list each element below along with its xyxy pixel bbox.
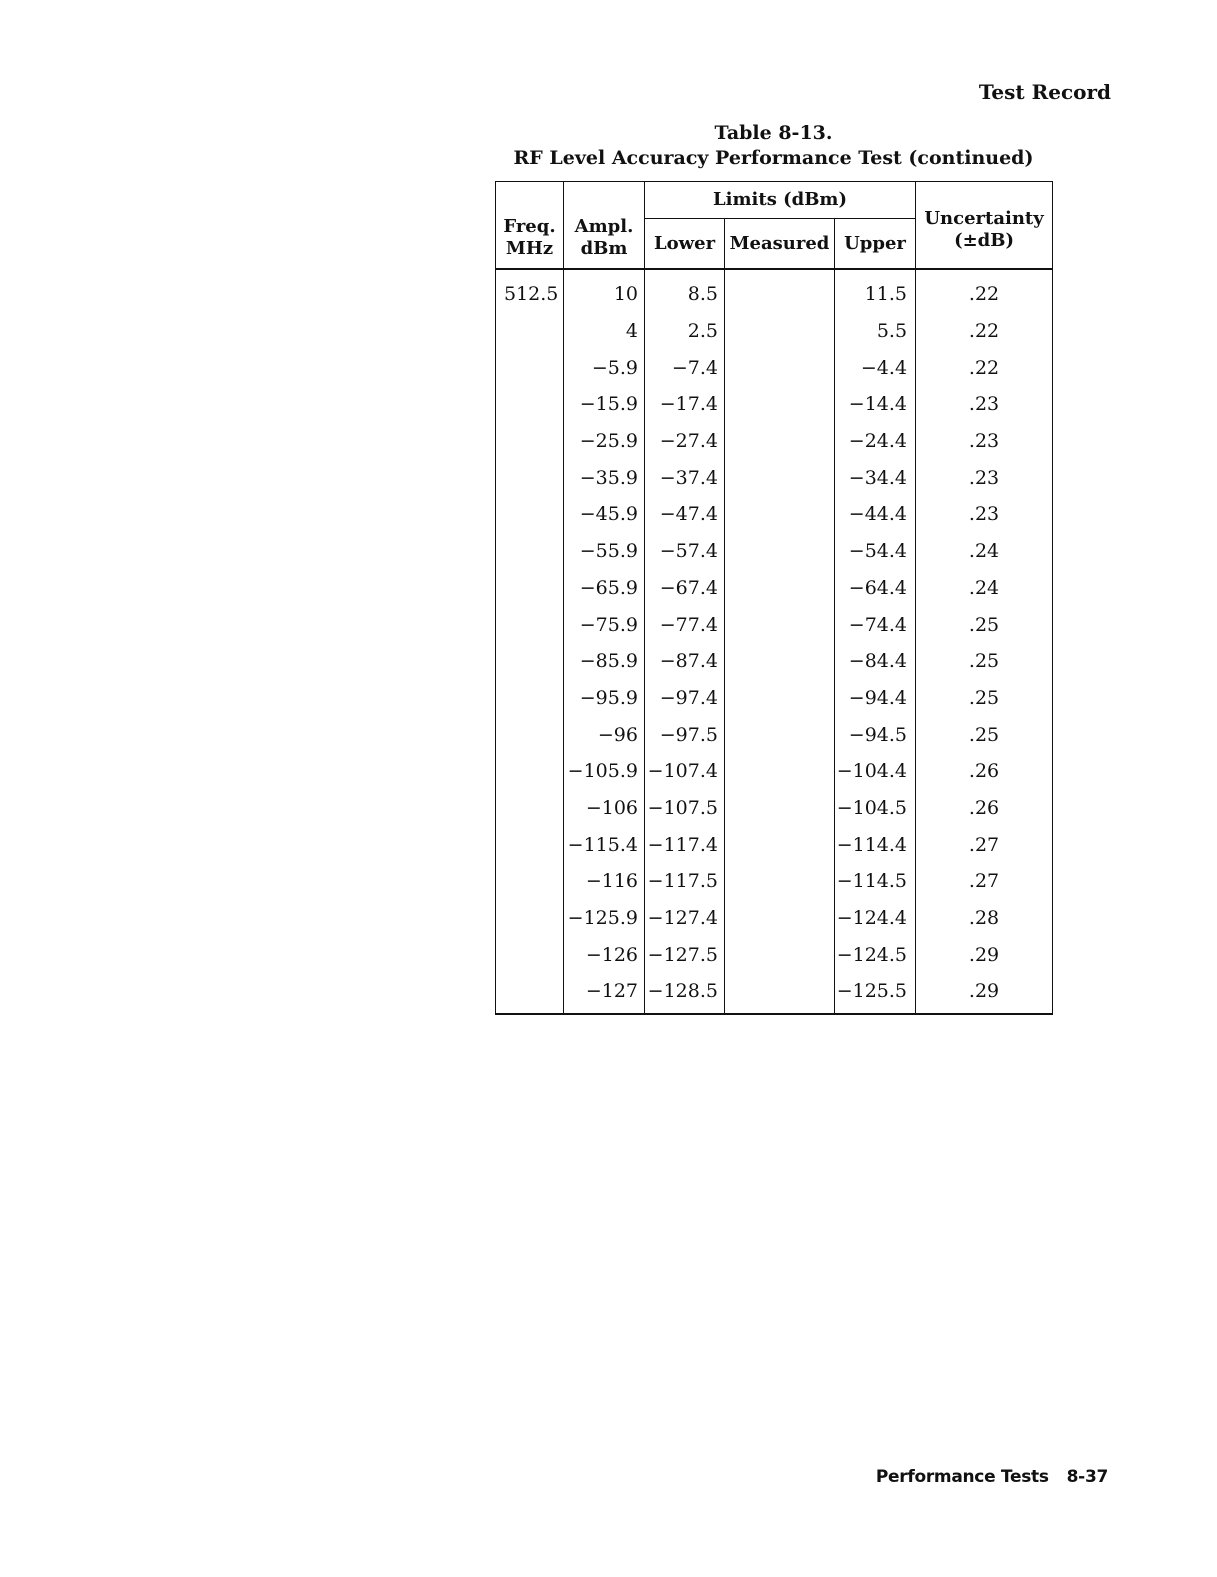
cell-freq [496, 423, 564, 460]
cell-ampl: −115.4 [564, 826, 645, 863]
cell-uncertainty: .24 [916, 533, 1053, 570]
cell-ampl: −116 [564, 863, 645, 900]
cell-measured[interactable] [725, 790, 835, 827]
header-ampl: Ampl. dBm [564, 182, 645, 270]
cell-upper: −104.4 [835, 753, 916, 790]
cell-upper: 11.5 [835, 269, 916, 313]
table-row [496, 973, 1053, 1014]
cell-upper: 5.5 [835, 313, 916, 350]
cell-uncertainty: .25 [916, 606, 1053, 643]
cell-lower: −97.4 [645, 680, 725, 717]
table-title: RF Level Accuracy Performance Test (continued) [513, 147, 1034, 169]
cell-lower: −77.4 [645, 606, 725, 643]
table-row [496, 826, 1053, 863]
cell-freq [496, 313, 564, 350]
cell-upper: −64.4 [835, 570, 916, 607]
cell-uncertainty: .23 [916, 459, 1053, 496]
cell-uncertainty: .23 [916, 386, 1053, 423]
table-row [496, 423, 1053, 460]
table-row [496, 459, 1053, 496]
cell-upper: −4.4 [835, 349, 916, 386]
cell-ampl: −95.9 [564, 680, 645, 717]
cell-lower: −37.4 [645, 459, 725, 496]
cell-freq [496, 936, 564, 973]
table-row [496, 313, 1053, 350]
cell-uncertainty: .26 [916, 790, 1053, 827]
cell-lower: −47.4 [645, 496, 725, 533]
table-row [496, 386, 1053, 423]
cell-ampl: −85.9 [564, 643, 645, 680]
cell-upper: −74.4 [835, 606, 916, 643]
footer-page-number: 8-37 [1066, 1467, 1108, 1487]
running-head: Test Record [978, 80, 1111, 104]
table-row [496, 606, 1053, 643]
table-caption [495, 121, 1052, 171]
cell-freq [496, 349, 564, 386]
cell-ampl: −125.9 [564, 900, 645, 937]
footer-section: Performance Tests [875, 1467, 1049, 1487]
cell-uncertainty: .25 [916, 716, 1053, 753]
cell-uncertainty: .27 [916, 826, 1053, 863]
cell-upper: −54.4 [835, 533, 916, 570]
cell-lower: −57.4 [645, 533, 725, 570]
header-freq: Freq. MHz [496, 182, 564, 270]
cell-upper: −94.4 [835, 680, 916, 717]
cell-freq [496, 643, 564, 680]
table-row [496, 643, 1053, 680]
cell-lower: −107.5 [645, 790, 725, 827]
cell-upper: −94.5 [835, 716, 916, 753]
table-row [496, 496, 1053, 533]
cell-ampl: −15.9 [564, 386, 645, 423]
cell-freq [496, 900, 564, 937]
cell-uncertainty: .22 [916, 269, 1053, 313]
cell-measured[interactable] [725, 570, 835, 607]
cell-upper: −124.5 [835, 936, 916, 973]
table-row [496, 680, 1053, 717]
rf-level-accuracy-table [495, 181, 1053, 1015]
cell-lower: −17.4 [645, 386, 725, 423]
table-row [496, 533, 1053, 570]
cell-measured[interactable] [725, 680, 835, 717]
cell-freq [496, 790, 564, 827]
table-row [496, 269, 1053, 313]
cell-lower: −117.5 [645, 863, 725, 900]
cell-lower: 8.5 [645, 269, 725, 313]
cell-lower: −87.4 [645, 643, 725, 680]
header-measured: Measured [725, 219, 835, 270]
cell-measured[interactable] [725, 606, 835, 643]
cell-measured[interactable] [725, 973, 835, 1014]
cell-measured[interactable] [725, 459, 835, 496]
cell-ampl: 4 [564, 313, 645, 350]
cell-measured[interactable] [725, 423, 835, 460]
cell-uncertainty: .24 [916, 570, 1053, 607]
cell-upper: −114.4 [835, 826, 916, 863]
cell-lower: −127.5 [645, 936, 725, 973]
table-row [496, 790, 1053, 827]
cell-measured[interactable] [725, 313, 835, 350]
cell-freq [496, 386, 564, 423]
cell-ampl: 10 [564, 269, 645, 313]
cell-measured[interactable] [725, 936, 835, 973]
cell-measured[interactable] [725, 386, 835, 423]
cell-freq [496, 973, 564, 1014]
cell-upper: −14.4 [835, 386, 916, 423]
cell-uncertainty: .29 [916, 973, 1053, 1014]
cell-freq [496, 459, 564, 496]
cell-lower: −117.4 [645, 826, 725, 863]
table-row [496, 863, 1053, 900]
cell-uncertainty: .27 [916, 863, 1053, 900]
cell-ampl: −106 [564, 790, 645, 827]
cell-lower: −27.4 [645, 423, 725, 460]
cell-freq [496, 753, 564, 790]
cell-freq [496, 606, 564, 643]
cell-upper: −44.4 [835, 496, 916, 533]
cell-ampl: −75.9 [564, 606, 645, 643]
cell-uncertainty: .25 [916, 680, 1053, 717]
cell-uncertainty: .23 [916, 423, 1053, 460]
cell-lower: 2.5 [645, 313, 725, 350]
cell-ampl: −105.9 [564, 753, 645, 790]
cell-measured[interactable] [725, 716, 835, 753]
header-upper: Upper [835, 219, 916, 270]
cell-upper: −125.5 [835, 973, 916, 1014]
cell-upper: −84.4 [835, 643, 916, 680]
cell-measured[interactable] [725, 753, 835, 790]
table-number: Table 8-13. [714, 122, 833, 144]
cell-freq [496, 863, 564, 900]
cell-measured[interactable] [725, 643, 835, 680]
cell-upper: −124.4 [835, 900, 916, 937]
cell-lower: −107.4 [645, 753, 725, 790]
cell-ampl: −65.9 [564, 570, 645, 607]
cell-freq [496, 533, 564, 570]
cell-uncertainty: .22 [916, 349, 1053, 386]
table-row [496, 570, 1053, 607]
cell-freq [496, 680, 564, 717]
header-limits: Limits (dBm) [645, 182, 916, 219]
page-footer [876, 1467, 1108, 1487]
cell-lower: −7.4 [645, 349, 725, 386]
cell-freq: 512.5 [496, 269, 564, 313]
cell-ampl: −45.9 [564, 496, 645, 533]
cell-lower: −127.4 [645, 900, 725, 937]
cell-upper: −34.4 [835, 459, 916, 496]
header-lower: Lower [645, 219, 725, 270]
cell-ampl: −127 [564, 973, 645, 1014]
table-row [496, 716, 1053, 753]
cell-measured[interactable] [725, 863, 835, 900]
cell-uncertainty: .22 [916, 313, 1053, 350]
cell-measured[interactable] [725, 496, 835, 533]
cell-freq [496, 826, 564, 863]
cell-uncertainty: .28 [916, 900, 1053, 937]
cell-uncertainty: .25 [916, 643, 1053, 680]
cell-freq [496, 716, 564, 753]
cell-uncertainty: .23 [916, 496, 1053, 533]
cell-freq [496, 570, 564, 607]
cell-lower: −97.5 [645, 716, 725, 753]
cell-freq [496, 496, 564, 533]
cell-ampl: −96 [564, 716, 645, 753]
cell-upper: −24.4 [835, 423, 916, 460]
cell-measured[interactable] [725, 533, 835, 570]
cell-measured[interactable] [725, 349, 835, 386]
cell-lower: −128.5 [645, 973, 725, 1014]
cell-uncertainty: .26 [916, 753, 1053, 790]
cell-ampl: −25.9 [564, 423, 645, 460]
cell-lower: −67.4 [645, 570, 725, 607]
header-uncertainty: Uncertainty (±dB) [916, 182, 1053, 270]
cell-ampl: −5.9 [564, 349, 645, 386]
cell-ampl: −55.9 [564, 533, 645, 570]
table-row [496, 936, 1053, 973]
cell-ampl: −126 [564, 936, 645, 973]
cell-measured[interactable] [725, 900, 835, 937]
cell-upper: −114.5 [835, 863, 916, 900]
cell-measured[interactable] [725, 826, 835, 863]
table-row [496, 900, 1053, 937]
table-row [496, 349, 1053, 386]
cell-measured[interactable] [725, 269, 835, 313]
cell-uncertainty: .29 [916, 936, 1053, 973]
table-body [496, 269, 1053, 1014]
cell-ampl: −35.9 [564, 459, 645, 496]
cell-upper: −104.5 [835, 790, 916, 827]
table-row [496, 753, 1053, 790]
